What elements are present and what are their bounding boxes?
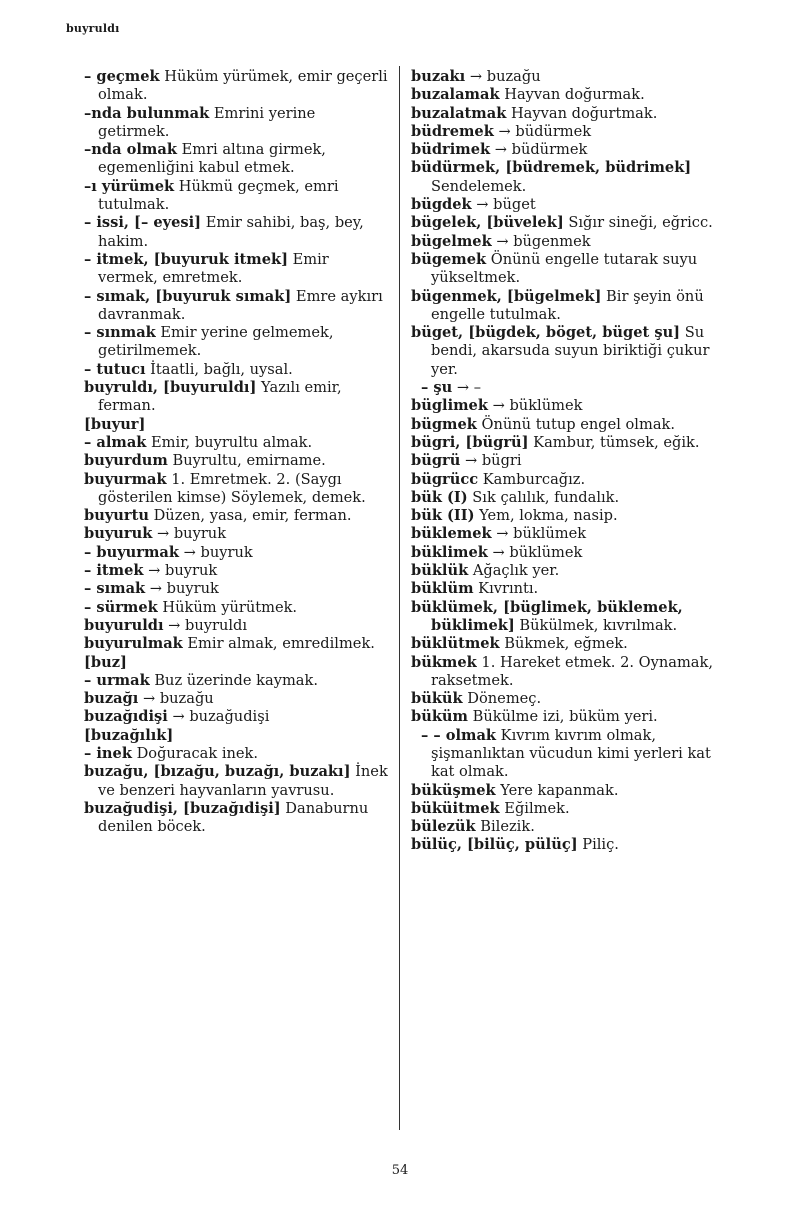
entry-headword: buzağudişi, [buzağıdişi] <box>84 799 281 817</box>
entry-definition: Emir, buyrultu almak. <box>146 433 313 451</box>
dictionary-entry <box>411 86 733 104</box>
entry-definition: Ağaçlık yer. <box>468 562 560 580</box>
entry-definition: Yem, lokma, nasip. <box>474 507 618 525</box>
dictionary-entry <box>411 416 733 434</box>
dictionary-entry <box>84 617 390 635</box>
dictionary-entry <box>411 507 733 525</box>
dictionary-entry <box>411 580 733 598</box>
entry-definition: Doğuracak inek. <box>131 744 259 762</box>
entry-headword: – urmak <box>84 671 150 689</box>
entry-headword: büklimek <box>411 543 488 561</box>
entry-headword: buyruldı, [buyuruldı] <box>84 379 257 397</box>
dictionary-entry <box>84 434 390 452</box>
dictionary-entry <box>84 763 390 800</box>
dictionary-entry <box>84 452 390 470</box>
entry-definition: 1. Emretmek. 2. (Saygı gösterilen kimse) Söylemek, demek. <box>98 470 366 506</box>
entry-headword: –nda olmak <box>84 141 177 159</box>
running-head: buyruldı <box>66 22 120 35</box>
entry-definition: Emir almak, emredilmek. <box>182 635 375 653</box>
entry-headword: bükük <box>411 690 463 708</box>
entry-definition: → buyruk <box>178 543 253 561</box>
entry-definition: Bilezik. <box>475 818 535 836</box>
entry-definition: Yazılı emir, ferman. <box>98 379 342 415</box>
entry-headword: bügenmek, [bügelmek] <box>411 287 602 305</box>
entry-definition: Yere kapanmak. <box>495 781 619 799</box>
dictionary-entry <box>411 434 733 452</box>
entry-definition: → büklümek <box>487 397 583 415</box>
entry-headword: bügelmek <box>411 232 492 250</box>
entry-definition: Sendelemek. <box>431 177 527 195</box>
entry-headword: [buz] <box>84 653 127 671</box>
left-column <box>84 68 390 836</box>
dictionary-entry <box>411 708 733 726</box>
dictionary-entry <box>411 727 733 782</box>
dictionary-entry <box>411 288 733 325</box>
entry-definition: Buz üzerinde kaymak. <box>149 671 318 689</box>
dictionary-entry <box>411 324 733 379</box>
dictionary-entry <box>84 361 390 379</box>
entry-definition: Hüküm yürümek, emir geçerli olmak. <box>98 68 388 104</box>
dictionary-entry <box>411 836 733 854</box>
entry-definition: Önünü engelle tutarak suyu yükseltmek. <box>431 250 698 287</box>
dictionary-entry <box>84 562 390 580</box>
entry-definition: Dönemeç. <box>462 690 542 708</box>
entry-definition: → buyruldı <box>163 616 248 634</box>
column-divider <box>399 66 400 1130</box>
dictionary-entry <box>84 654 390 672</box>
entry-definition: Emir yerine gelmemek, getirilmemek. <box>98 324 334 360</box>
dictionary-entry <box>84 214 390 251</box>
dictionary-entry <box>84 690 390 708</box>
entry-definition: → buzağu <box>465 68 541 85</box>
entry-headword: [buyur] <box>84 415 146 433</box>
entry-definition: 1. Hareket etmek. 2. Oynamak, raksetmek. <box>431 653 713 689</box>
entry-definition: Sığır sineği, eğricc. <box>563 214 713 232</box>
dictionary-entry <box>84 544 390 562</box>
entry-definition: Emir vermek, emretmek. <box>98 250 329 287</box>
dictionary-entry <box>411 562 733 580</box>
entry-headword: bügdek <box>411 196 472 214</box>
entry-headword: büküşmek <box>411 781 496 799</box>
entry-headword: buzağı <box>84 690 139 708</box>
entry-definition: Su bendi, akarsuda suyun biriktiği çukur yer. <box>431 324 710 378</box>
entry-headword: buyurdum <box>84 452 168 470</box>
page-number: 54 <box>391 1163 409 1178</box>
entry-headword: bügrü <box>411 452 461 470</box>
entry-definition: → büklümek <box>491 525 587 543</box>
dictionary-entry <box>84 727 390 745</box>
dictionary-entry <box>411 525 733 543</box>
dictionary-entry <box>84 324 390 361</box>
entry-headword: – itmek, [buyuruk itmek] <box>84 250 288 268</box>
entry-headword: büklümek, [büglimek, büklemek, büklimek] <box>411 598 683 634</box>
entry-definition: Piliç. <box>577 836 619 854</box>
entry-headword: – şu <box>421 379 453 397</box>
entry-headword: büdürmek, [büdremek, büdrimek] <box>411 159 692 177</box>
dictionary-entry <box>411 251 733 288</box>
entry-headword: bülüç, [bilüç, pülüç] <box>411 836 578 854</box>
entry-definition: → buzağu <box>138 690 214 708</box>
entry-definition: Bükülme izi, büküm yeri. <box>467 708 658 726</box>
entry-definition: Hükmü geçmek, emri tutulmak. <box>98 177 339 214</box>
entry-definition: → büdürmek <box>490 141 588 159</box>
dictionary-entry <box>411 782 733 800</box>
dictionary-entry <box>84 105 390 142</box>
entry-headword: büdremek <box>411 122 494 140</box>
entry-headword: buzağıdişi <box>84 708 168 726</box>
entry-definition: → büklümek <box>487 543 583 561</box>
dictionary-entry <box>411 654 733 691</box>
entry-headword: bügmek <box>411 415 477 433</box>
entry-headword: bükmek <box>411 653 477 671</box>
dictionary-entry <box>411 159 733 196</box>
entry-definition: Kamburcağız. <box>478 470 586 488</box>
dictionary-entry <box>411 233 733 251</box>
entry-headword: bügemek <box>411 250 487 268</box>
entry-headword: buyurulmak <box>84 635 183 653</box>
dictionary-entry <box>411 635 733 653</box>
entry-definition: Emrini yerine getirmek. <box>98 104 316 140</box>
entry-definition: → bügri <box>460 452 522 470</box>
entry-headword: – almak <box>84 433 147 451</box>
entry-headword: bük (I) <box>411 488 468 506</box>
entry-headword: – sürmek <box>84 598 158 616</box>
dictionary-entry <box>411 599 733 636</box>
entry-definition: Düzen, yasa, emir, ferman. <box>148 507 352 525</box>
entry-definition: Bükülmek, kıvrılmak. <box>514 616 678 634</box>
entry-definition: Emre aykırı davranmak. <box>98 287 383 323</box>
dictionary-entry <box>84 416 390 434</box>
entry-definition: Hayvan doğurmak. <box>499 86 645 104</box>
entry-headword: büküm <box>411 708 468 726</box>
entry-headword: büklük <box>411 562 469 580</box>
entry-definition: İnek ve benzeri hayvanların yavrusu. <box>98 763 388 799</box>
entry-headword: – geçmek <box>84 68 160 85</box>
dictionary-entry <box>411 141 733 159</box>
dictionary-entry <box>411 544 733 562</box>
dictionary-entry <box>411 123 733 141</box>
dictionary-entry <box>84 599 390 617</box>
dictionary-entry <box>411 397 733 415</box>
entry-headword: – issi, [– eyesi] <box>84 214 202 232</box>
entry-definition: Önünü tutup engel olmak. <box>476 415 676 433</box>
entry-headword: – inek <box>84 744 132 762</box>
entry-headword: –nda bulunmak <box>84 104 210 122</box>
dictionary-entry <box>84 251 390 288</box>
entry-definition: → – <box>452 379 482 397</box>
entry-headword: büküitmek <box>411 799 500 817</box>
dictionary-entry <box>411 818 733 836</box>
entry-headword: [buzağılık] <box>84 726 174 744</box>
dictionary-entry <box>411 214 733 232</box>
entry-headword: bülezük <box>411 818 476 836</box>
dictionary-entry <box>84 800 390 837</box>
entry-definition: → bügenmek <box>491 232 591 250</box>
entry-definition: Emri altına girmek, egemenliğini kabul etmek. <box>98 141 326 177</box>
entry-headword: büget, [bügdek, böget, büget şu] <box>411 324 681 342</box>
dictionary-entry <box>84 507 390 525</box>
entry-headword: – sınmak <box>84 324 156 342</box>
dictionary-entry <box>84 580 390 598</box>
entry-headword: buzalatmak <box>411 104 507 122</box>
entry-headword: bügrücc <box>411 470 479 488</box>
entry-headword: buyurmak <box>84 470 167 488</box>
entry-definition: Eğilmek. <box>499 799 570 817</box>
entry-headword: – buyurmak <box>84 543 179 561</box>
entry-definition: Bir şeyin önü engelle tutulmak. <box>431 287 704 323</box>
dictionary-entry <box>411 68 733 86</box>
entry-definition: → buzağudişi <box>167 708 270 726</box>
entry-definition: Sık çalılık, fundalık. <box>467 488 620 506</box>
dictionary-entry <box>411 379 733 397</box>
entry-headword: – sımak <box>84 580 146 598</box>
entry-headword: buyurtu <box>84 507 149 525</box>
dictionary-entry <box>411 452 733 470</box>
dictionary-entry <box>84 745 390 763</box>
entry-headword: – itmek <box>84 562 144 580</box>
entry-definition: Buyrultu, emirname. <box>167 452 326 470</box>
dictionary-entry <box>84 525 390 543</box>
dictionary-entry <box>84 635 390 653</box>
entry-definition: Emir sahibi, baş, bey, hakim. <box>98 214 364 250</box>
right-column <box>411 68 733 855</box>
entry-headword: – – olmak <box>421 726 497 744</box>
entry-headword: buzağu, [bızağu, buzağı, buzakı] <box>84 763 351 781</box>
entry-headword: –ı yürümek <box>84 177 175 195</box>
dictionary-entry <box>411 690 733 708</box>
dictionary-entry <box>84 288 390 325</box>
entry-headword: buzalamak <box>411 86 500 104</box>
entry-definition: Hayvan doğurtmak. <box>506 104 658 122</box>
entry-headword: buyuruk <box>84 525 153 543</box>
entry-definition: → büget <box>471 196 536 214</box>
dictionary-entry <box>411 489 733 507</box>
entry-headword: büklüm <box>411 580 474 598</box>
entry-headword: büdrimek <box>411 141 491 159</box>
dictionary-entry <box>84 379 390 416</box>
entry-definition: Bükmek, eğmek. <box>499 635 628 653</box>
dictionary-entry <box>84 141 390 178</box>
dictionary-entry <box>84 68 390 105</box>
entry-definition: → buyruk <box>152 525 227 543</box>
dictionary-entry <box>84 708 390 726</box>
entry-headword: büglimek <box>411 397 488 415</box>
entry-definition: Kıvrım kıvrım olmak, şişmanlıktan vücudun kimi yerleri kat kat olmak. <box>431 726 711 781</box>
entry-definition: İtaatli, bağlı, uysal. <box>145 360 293 378</box>
dictionary-entry <box>84 471 390 508</box>
entry-headword: büklemek <box>411 525 492 543</box>
entry-definition: Danaburnu denilen böcek. <box>98 799 369 836</box>
entry-definition: Kambur, tümsek, eğik. <box>528 433 700 451</box>
dictionary-entry <box>84 672 390 690</box>
entry-definition: → buyruk <box>143 562 218 580</box>
entry-headword: bük (II) <box>411 507 475 525</box>
entry-headword: – tutucı <box>84 360 146 378</box>
entry-headword: büklütmek <box>411 635 500 653</box>
entry-headword: bügri, [bügrü] <box>411 433 529 451</box>
entry-headword: buyuruldı <box>84 616 164 634</box>
dictionary-entry <box>411 471 733 489</box>
entry-definition: Hüküm yürütmek. <box>157 598 298 616</box>
entry-headword: bügelek, [büvelek] <box>411 214 564 232</box>
entry-definition: Kıvrıntı. <box>473 580 539 598</box>
entry-definition: → buyruk <box>145 580 219 598</box>
entry-headword: – sımak, [buyuruk sımak] <box>84 287 292 305</box>
entry-definition: → büdürmek <box>493 122 592 140</box>
dictionary-entry <box>411 196 733 214</box>
dictionary-entry <box>411 800 733 818</box>
dictionary-entry <box>411 105 733 123</box>
dictionary-entry <box>84 178 390 215</box>
entry-headword: buzakı <box>411 68 466 85</box>
